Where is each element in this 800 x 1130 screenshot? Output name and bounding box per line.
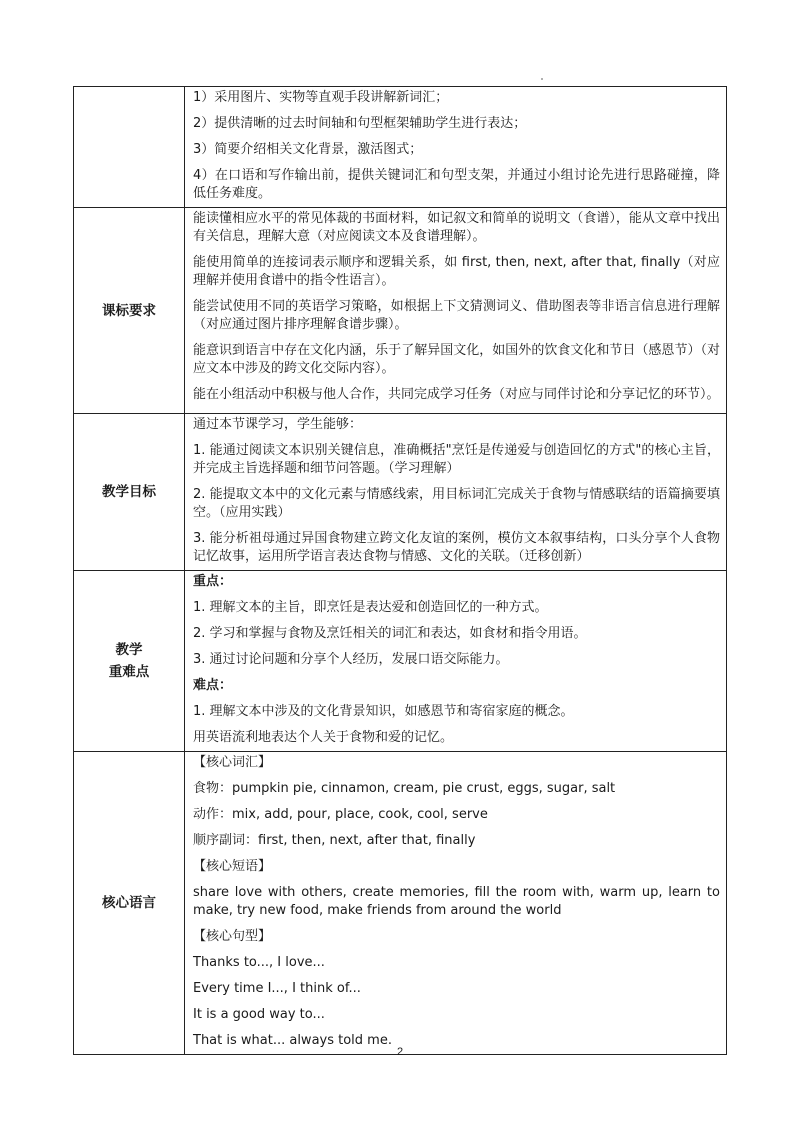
keypoints-label-line1: 教学 — [115, 642, 143, 658]
key-line-2: 2. 学习和掌握与食物及烹饪相关的词汇和表达，如食材和指令用语。 — [193, 626, 587, 641]
sentences-line-2: Every time I..., I think of... — [193, 981, 361, 996]
table-row-language — [74, 752, 727, 1055]
curriculum-line-5: 能在小组活动中积极与他人合作，共同完成学习任务（对应与同伴讨论和分享记忆的环节）。 — [193, 387, 720, 402]
curriculum-cell — [185, 208, 727, 414]
vocab-line-1: 食物：pumpkin pie, cinnamon, cream, pie crust, eggs, sugar, salt — [193, 781, 616, 796]
table-row-keypoints — [74, 571, 727, 752]
table-row-objectives — [74, 414, 727, 571]
row-label-empty — [74, 87, 185, 208]
row-label-curriculum: 课标要求 — [74, 208, 185, 414]
sentences-heading: 【核心句型】 — [193, 929, 272, 944]
lesson-plan-table — [73, 86, 727, 1055]
methods-line-2: 2）提供清晰的过去时间轴和句型框架辅助学生进行表达； — [193, 116, 527, 131]
difficult-line-1: 1. 理解文本中涉及的文化背景知识，如感恩节和寄宿家庭的概念。 — [193, 704, 574, 719]
row-label-objectives: 教学目标 — [74, 414, 185, 571]
table-row-curriculum — [74, 208, 727, 414]
objectives-line-1: 通过本节课学习，学生能够： — [193, 417, 363, 432]
sentences-line-3: It is a good way to... — [193, 1007, 325, 1022]
keypoints-cell — [185, 571, 727, 752]
table-row-methods — [74, 87, 727, 208]
difficult-line-2: 用英语流利地表达个人关于食物和爱的记忆。 — [193, 730, 454, 745]
sentences-line-4: That is what... always told me. — [193, 1033, 392, 1048]
methods-line-3: 3）简要介绍相关文化背景，激活图式； — [193, 142, 423, 157]
phrases-heading: 【核心短语】 — [193, 859, 272, 874]
curriculum-line-2: 能使用简单的连接词表示顺序和逻辑关系，如 first, then, next, after that, finally（对应理解并使用食谱中的指令性语言）。 — [193, 255, 720, 288]
phrases-line-1: share love with others, create memories, fill the room with, warm up, learn to make, try new food, make friends from around the world — [193, 885, 720, 918]
objectives-cell — [185, 414, 727, 571]
page-number: 2 — [396, 1046, 404, 1058]
curriculum-line-1: 能读懂相应水平的常见体裁的书面材料，如记叙文和简单的说明文（食谱），能从文章中找出有关信息，理解大意（对应阅读文本及食谱理解）。 — [193, 211, 720, 244]
scan-dot — [541, 78, 543, 80]
methods-line-1: 1）采用图片、实物等直观手段讲解新词汇； — [193, 90, 449, 105]
objectives-line-2: 1. 能通过阅读文本识别关键信息，准确概括"烹饪是传递爱与创造回忆的方式"的核心主旨，并完成主旨选择题和细节问答题。（学习理解） — [193, 443, 720, 476]
key-line-1: 1. 理解文本的主旨，即烹饪是表达爱和创造回忆的一种方式。 — [193, 600, 548, 615]
methods-line-4: 4）在口语和写作输出前，提供关键词汇和句型支架，并通过小组讨论先进行思路碰撞，降低任务难度。 — [193, 168, 720, 201]
methods-cell — [185, 87, 727, 208]
curriculum-line-4: 能意识到语言中存在文化内涵，乐于了解异国文化，如国外的饮食文化和节日（感恩节）（对应文本中涉及的跨文化交际内容）。 — [193, 343, 720, 376]
key-heading: 重点： — [193, 574, 233, 589]
key-line-3: 3. 通过讨论问题和分享个人经历，发展口语交际能力。 — [193, 652, 509, 667]
sentences-line-1: Thanks to..., I love... — [193, 955, 325, 970]
vocab-line-2: 动作：mix, add, pour, place, cook, cool, serve — [193, 807, 488, 822]
curriculum-line-3: 能尝试使用不同的英语学习策略，如根据上下文猜测词义、借助图表等非语言信息进行理解（对应通过图片排序理解食谱步骤）。 — [193, 299, 720, 332]
row-label-language: 核心语言 — [74, 752, 185, 1055]
vocab-line-3: 顺序副词：first, then, next, after that, finally — [193, 833, 476, 848]
difficult-heading: 难点： — [193, 678, 233, 693]
language-cell — [185, 752, 727, 1055]
keypoints-label-line2: 重难点 — [108, 664, 150, 680]
row-label-keypoints — [74, 571, 185, 752]
objectives-line-4: 3. 能分析祖母通过异国食物建立跨文化友谊的案例，模仿文本叙事结构，口头分享个人食物记忆故事，运用所学语言表达食物与情感、文化的关联。（迁移创新） — [193, 531, 720, 564]
objectives-line-3: 2. 能提取文本中的文化元素与情感线索，用目标词汇完成关于食物与情感联结的语篇摘要填空。（应用实践） — [193, 487, 720, 520]
vocab-heading: 【核心词汇】 — [193, 755, 272, 770]
